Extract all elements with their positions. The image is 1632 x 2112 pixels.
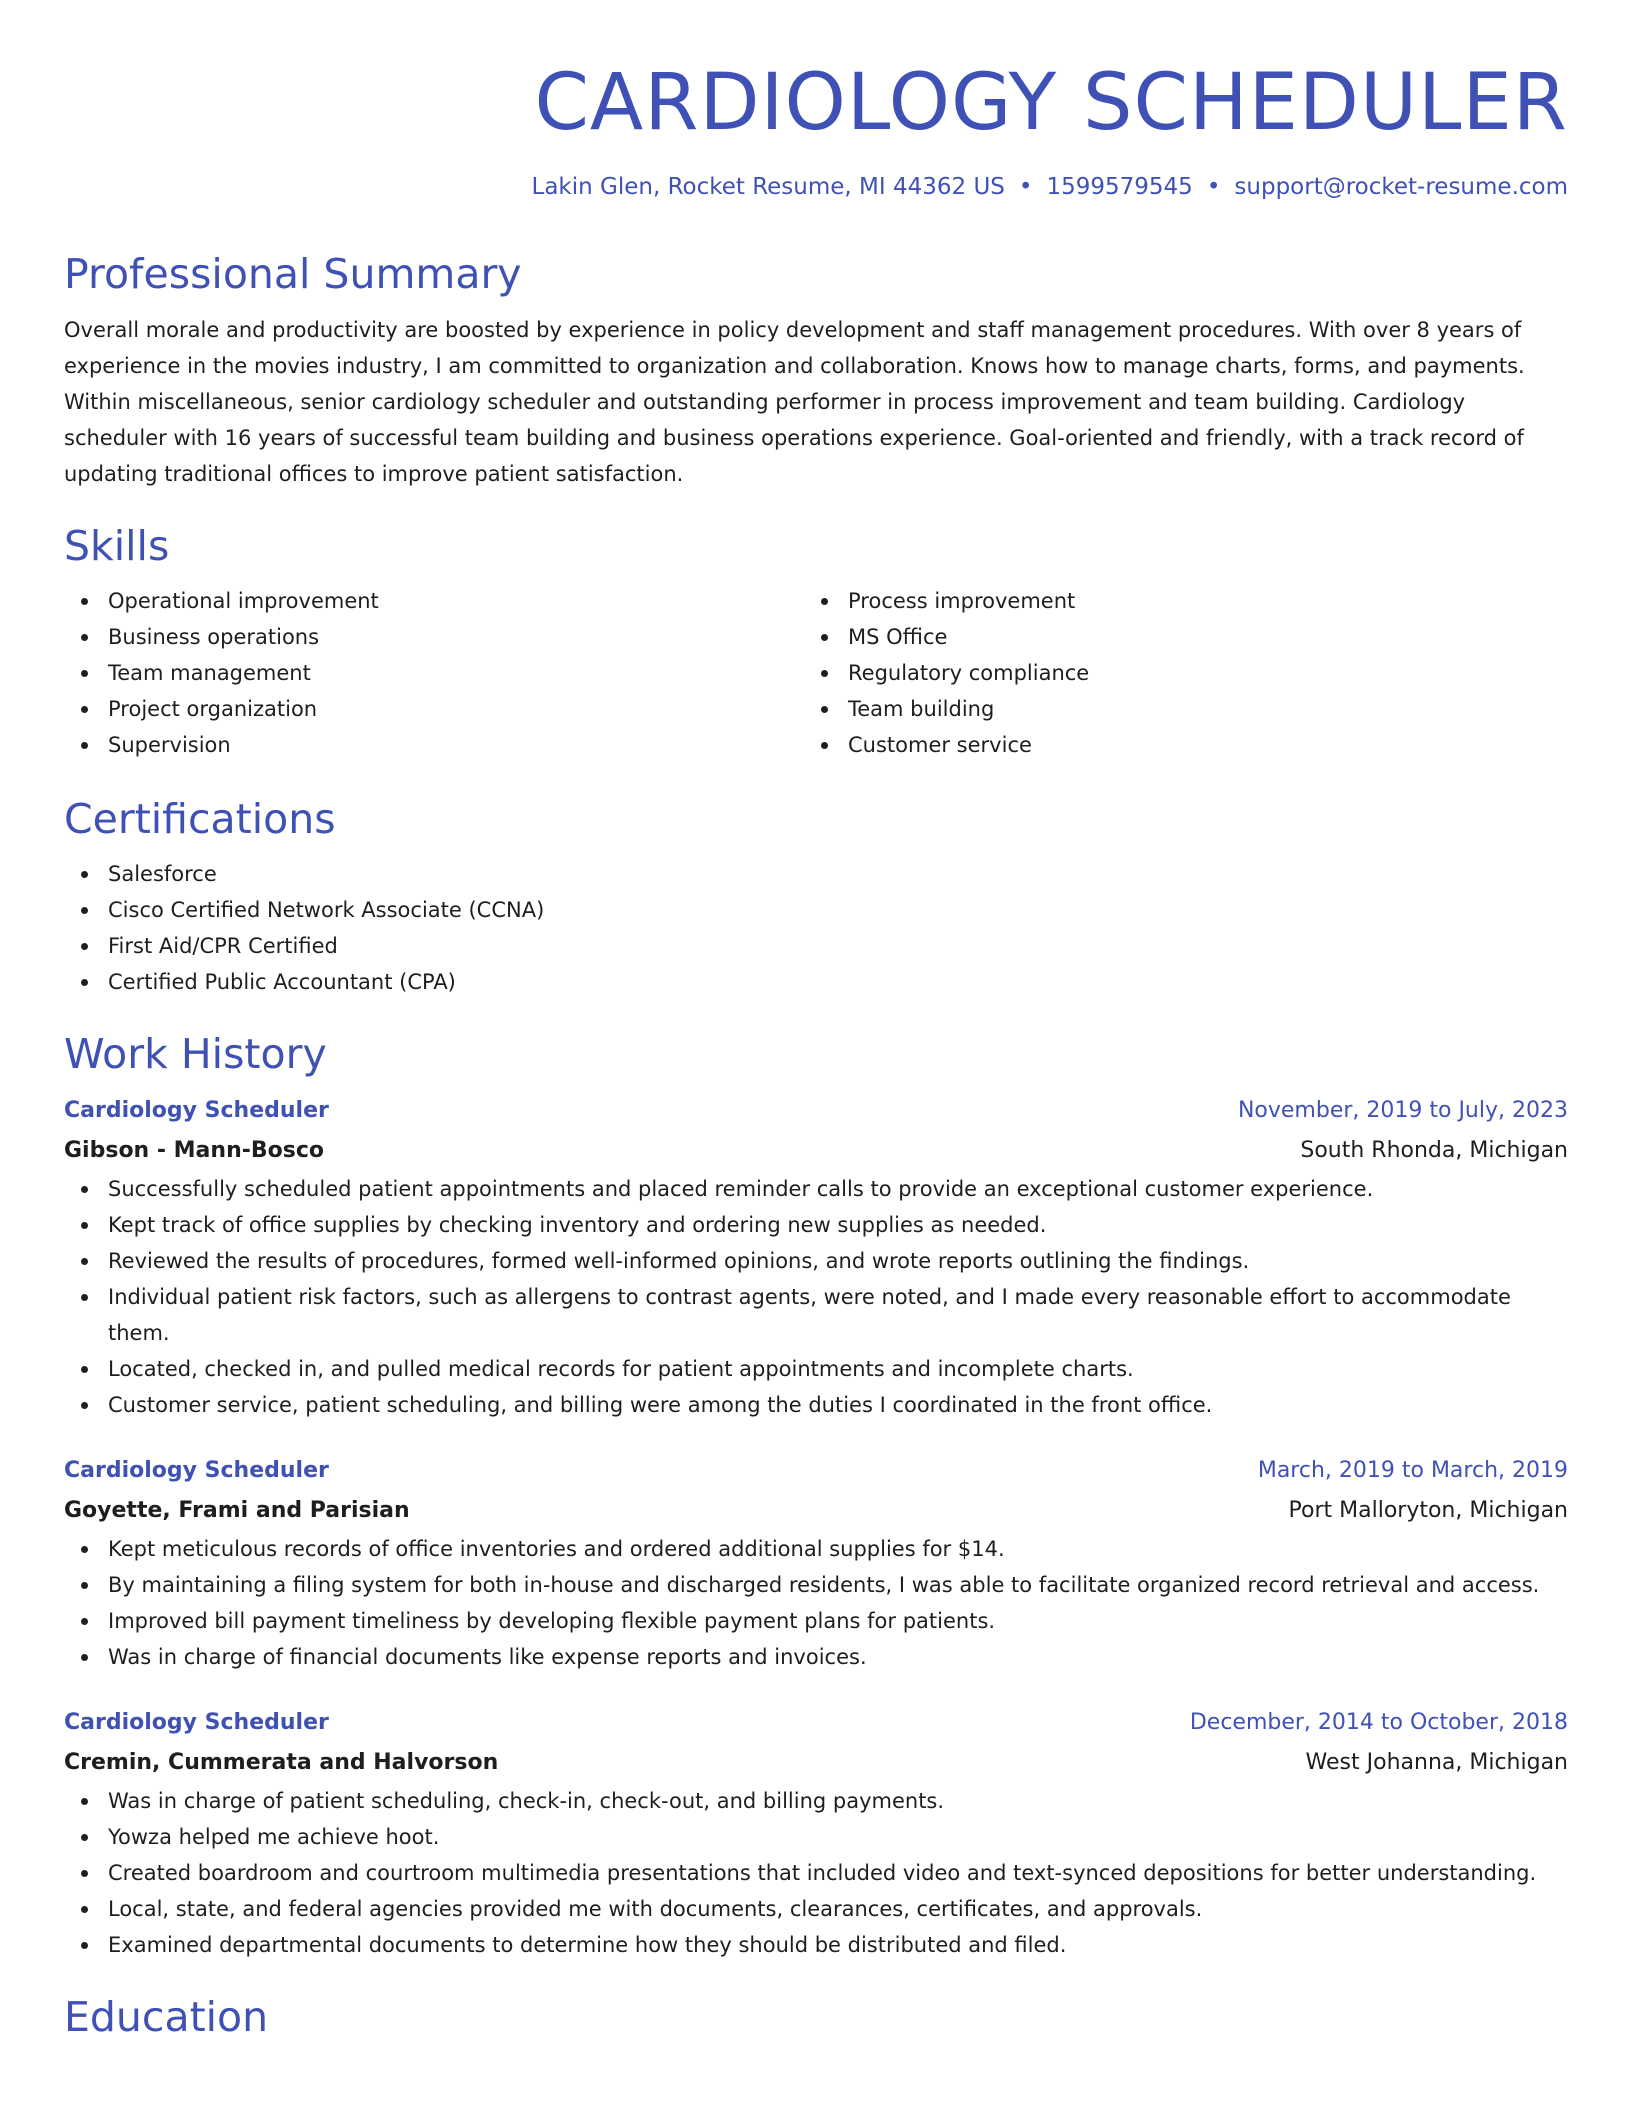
job-location: Port Malloryton, Michigan xyxy=(1288,1498,1568,1524)
job-bullet: Reviewed the results of procedures, formed well-informed opinions, and wrote reports outlining the findings. xyxy=(64,1243,1568,1279)
job-company-row xyxy=(64,1491,1568,1531)
certifications-heading: Certifications xyxy=(64,794,336,843)
job-company: Cremin, Cummerata and Halvorson xyxy=(64,1750,499,1776)
education-section xyxy=(64,1993,1568,2042)
contact-phone[interactable]: 1599579545 xyxy=(1046,174,1193,200)
certifications-section xyxy=(64,795,1568,1000)
skill-item: MS Office xyxy=(804,619,1544,655)
summary-heading: Professional Summary xyxy=(64,249,522,298)
job-bullet: Examined departmental documents to determine how they should be distributed and filed. xyxy=(64,1927,1568,1963)
contact-line xyxy=(64,174,1568,202)
certifications-list xyxy=(64,856,1568,1000)
skill-item: Supervision xyxy=(64,727,804,763)
job-title-row xyxy=(64,1091,1568,1131)
skills-heading: Skills xyxy=(64,521,170,570)
work-history-heading: Work History xyxy=(64,1030,327,1079)
job-title-row xyxy=(64,1703,1568,1743)
job-bullet: Kept track of office supplies by checking inventory and ordering new supplies as needed. xyxy=(64,1207,1568,1243)
skills-section xyxy=(64,522,1568,763)
skill-item: Project organization xyxy=(64,691,804,727)
job-bullets xyxy=(64,1783,1568,1963)
job-dates: December, 2014 to October, 2018 xyxy=(1189,1710,1568,1736)
job-dates: March, 2019 to March, 2019 xyxy=(1257,1458,1568,1484)
summary-text: Overall morale and productivity are boosted by experience in policy development and staff management procedures. With over 8 years of experience in the movies industry, I am committed to organization and collaboration. Knows how to manage charts, forms, and payments. Within miscellaneous, senior cardiology scheduler and outstanding performer in process improvement and team building. Cardiology scheduler with 16 years of successful team building and business operations experience. Goal-oriented and friendly, with a track record of updating traditional offices to improve patient satisfaction. xyxy=(64,317,1525,486)
job-bullet: Local, state, and federal agencies provided me with documents, clearances, certificates, and approvals. xyxy=(64,1891,1568,1927)
certification-item: Cisco Certified Network Associate (CCNA) xyxy=(64,892,1568,928)
job-bullets xyxy=(64,1171,1568,1423)
job-dates: November, 2019 to July, 2023 xyxy=(1237,1098,1568,1124)
job-bullet: Kept meticulous records of office inventories and ordered additional supplies for $14. xyxy=(64,1531,1568,1567)
job-entry xyxy=(64,1703,1568,1963)
skills-left-list xyxy=(64,583,804,763)
skill-item: Regulatory compliance xyxy=(804,655,1544,691)
skill-item: Customer service xyxy=(804,727,1544,763)
job-company: Gibson - Mann-Bosco xyxy=(64,1138,324,1164)
skills-right-list xyxy=(804,583,1544,763)
certification-item: Certified Public Accountant (CPA) xyxy=(64,964,1568,1000)
skill-item: Process improvement xyxy=(804,583,1544,619)
skill-item: Team management xyxy=(64,655,804,691)
job-company: Goyette, Frami and Parisian xyxy=(64,1498,410,1524)
job-title: Cardiology Scheduler xyxy=(64,1098,329,1124)
summary-section xyxy=(64,250,1568,492)
job-title-row xyxy=(64,1451,1568,1491)
job-entry xyxy=(64,1451,1568,1675)
job-bullets xyxy=(64,1531,1568,1675)
job-bullet: Located, checked in, and pulled medical records for patient appointments and incomplete charts. xyxy=(64,1351,1568,1387)
job-bullet: Individual patient risk factors, such as allergens to contrast agents, were noted, and I made every reasonable effort to accommodate them. xyxy=(64,1279,1568,1351)
job-bullet: Yowza helped me achieve hoot. xyxy=(64,1819,1568,1855)
contact-address: Lakin Glen, Rocket Resume, MI 44362 US xyxy=(531,174,1005,200)
skill-item: Business operations xyxy=(64,619,804,655)
contact-separator: • xyxy=(1018,174,1033,200)
job-title: Cardiology Scheduler xyxy=(64,1710,329,1736)
job-title: Cardiology Scheduler xyxy=(64,1458,329,1484)
job-location: South Rhonda, Michigan xyxy=(1300,1138,1568,1164)
job-bullet: Created boardroom and courtroom multimedia presentations that included video and text-synced depositions for better understanding. xyxy=(64,1855,1568,1891)
skill-item: Operational improvement xyxy=(64,583,804,619)
skills-grid xyxy=(64,583,1568,763)
contact-email[interactable]: support@rocket-resume.com xyxy=(1234,174,1568,200)
skill-item: Team building xyxy=(804,691,1544,727)
education-heading: Education xyxy=(64,1993,269,2042)
work-history-section xyxy=(64,1030,1568,1963)
job-bullet: Was in charge of financial documents like expense reports and invoices. xyxy=(64,1639,1568,1675)
resume-name: CARDIOLOGY SCHEDULER xyxy=(534,58,1568,148)
certification-item: First Aid/CPR Certified xyxy=(64,928,1568,964)
job-bullet: By maintaining a filing system for both in-house and discharged residents, I was able to facilitate organized record retrieval and access. xyxy=(64,1567,1568,1603)
job-bullet: Was in charge of patient scheduling, check-in, check-out, and billing payments. xyxy=(64,1783,1568,1819)
job-bullet: Successfully scheduled patient appointments and placed reminder calls to provide an exceptional customer experience. xyxy=(64,1171,1568,1207)
certification-item: Salesforce xyxy=(64,856,1568,892)
contact-separator: • xyxy=(1206,174,1221,200)
job-bullet: Customer service, patient scheduling, and billing were among the duties I coordinated in the front office. xyxy=(64,1387,1568,1423)
job-bullet: Improved bill payment timeliness by developing flexible payment plans for patients. xyxy=(64,1603,1568,1639)
job-company-row xyxy=(64,1131,1568,1171)
job-entry xyxy=(64,1091,1568,1423)
job-location: West Johanna, Michigan xyxy=(1305,1750,1568,1776)
job-company-row xyxy=(64,1743,1568,1783)
